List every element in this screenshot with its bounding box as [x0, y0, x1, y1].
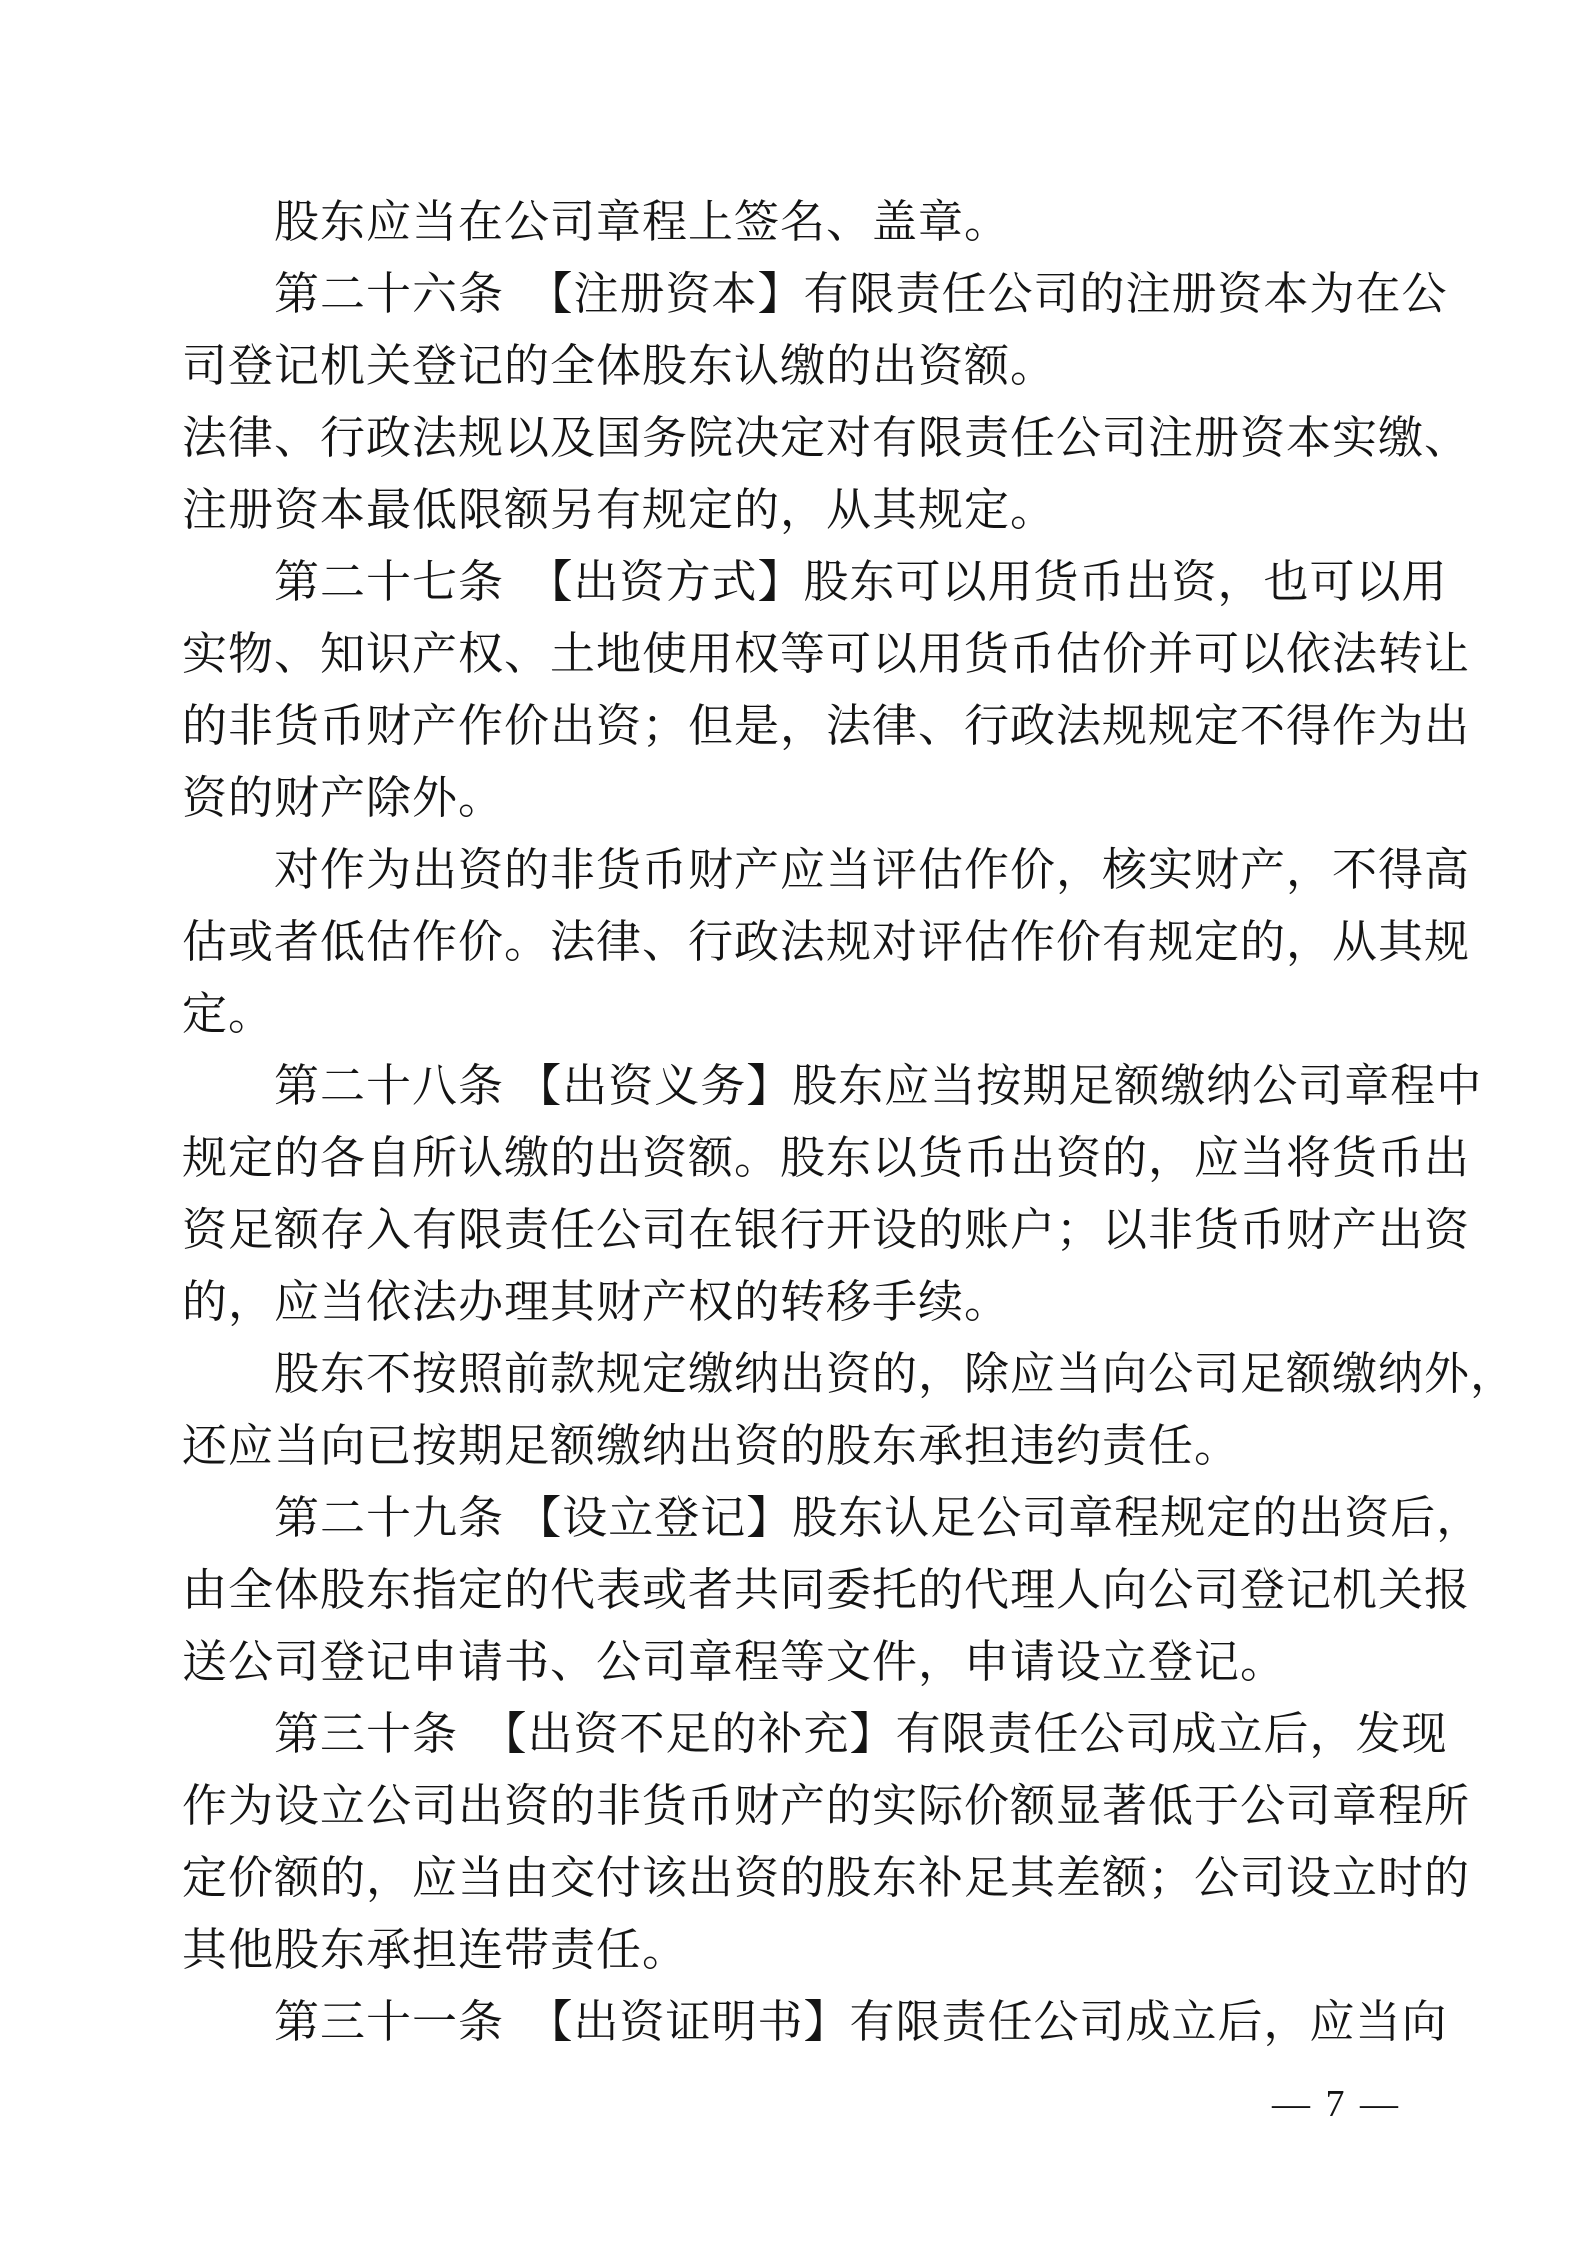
text-line: 规定的各自所认缴的出资额。股东以货币出资的，应当将货币出 — [182, 1133, 1471, 1183]
text-line-article-30: 第三十条 【出资不足的补充】有限责任公司成立后，发现 — [274, 1709, 1448, 1759]
text-line-article-27: 第二十七条 【出资方式】股东可以用货币出资，也可以用 — [274, 557, 1448, 607]
text-line: 对作为出资的非货币财产应当评估作价，核实财产，不得高 — [274, 845, 1471, 895]
text-line: 注册资本最低限额另有规定的，从其规定。 — [182, 485, 1057, 535]
text-line: 法律、行政法规以及国务院决定对有限责任公司注册资本实缴、 — [182, 413, 1471, 463]
text-line: 司登记机关登记的全体股东认缴的出资额。 — [182, 341, 1057, 391]
text-line: 实物、知识产权、土地使用权等可以用货币估价并可以依法转让 — [182, 629, 1471, 679]
text-line: 作为设立公司出资的非货币财产的实际价额显著低于公司章程所 — [182, 1781, 1471, 1831]
text-line-article-29: 第二十九条 【设立登记】股东认足公司章程规定的出资后， — [274, 1493, 1483, 1543]
text-line: 还应当向已按期足额缴纳出资的股东承担违约责任。 — [182, 1421, 1241, 1471]
text-line: 资足额存入有限责任公司在银行开设的账户；以非货币财产出资 — [182, 1205, 1471, 1255]
text-line: 的，应当依法办理其财产权的转移手续。 — [182, 1277, 1011, 1327]
text-line: 资的财产除外。 — [182, 773, 505, 823]
document-text-block — [182, 186, 1517, 2058]
text-line: 由全体股东指定的代表或者共同委托的代理人向公司登记机关报 — [182, 1565, 1471, 1615]
text-line: 送公司登记申请书、公司章程等文件，申请设立登记。 — [182, 1637, 1287, 1687]
text-line: 其他股东承担连带责任。 — [182, 1925, 689, 1975]
text-line: 的非货币财产作价出资；但是，法律、行政法规规定不得作为出 — [182, 701, 1471, 751]
text-line: 股东不按照前款规定缴纳出资的，除应当向公司足额缴纳外， — [274, 1349, 1517, 1399]
text-line-article-31: 第三十一条 【出资证明书】有限责任公司成立后，应当向 — [274, 1997, 1448, 2047]
text-line: 估或者低估作价。法律、行政法规对评估作价有规定的，从其规 — [182, 917, 1471, 967]
text-line-article-26: 第二十六条 【注册资本】有限责任公司的注册资本为在公 — [274, 269, 1448, 319]
page-number: — 7 — — [1272, 2083, 1401, 2125]
text-line: 股东应当在公司章程上签名、盖章。 — [274, 197, 1011, 247]
text-line-article-28: 第二十八条 【出资义务】股东应当按期足额缴纳公司章程中 — [274, 1061, 1483, 1111]
text-line: 定价额的，应当由交付该出资的股东补足其差额；公司设立时的 — [182, 1853, 1471, 1903]
text-line: 定。 — [182, 989, 275, 1039]
